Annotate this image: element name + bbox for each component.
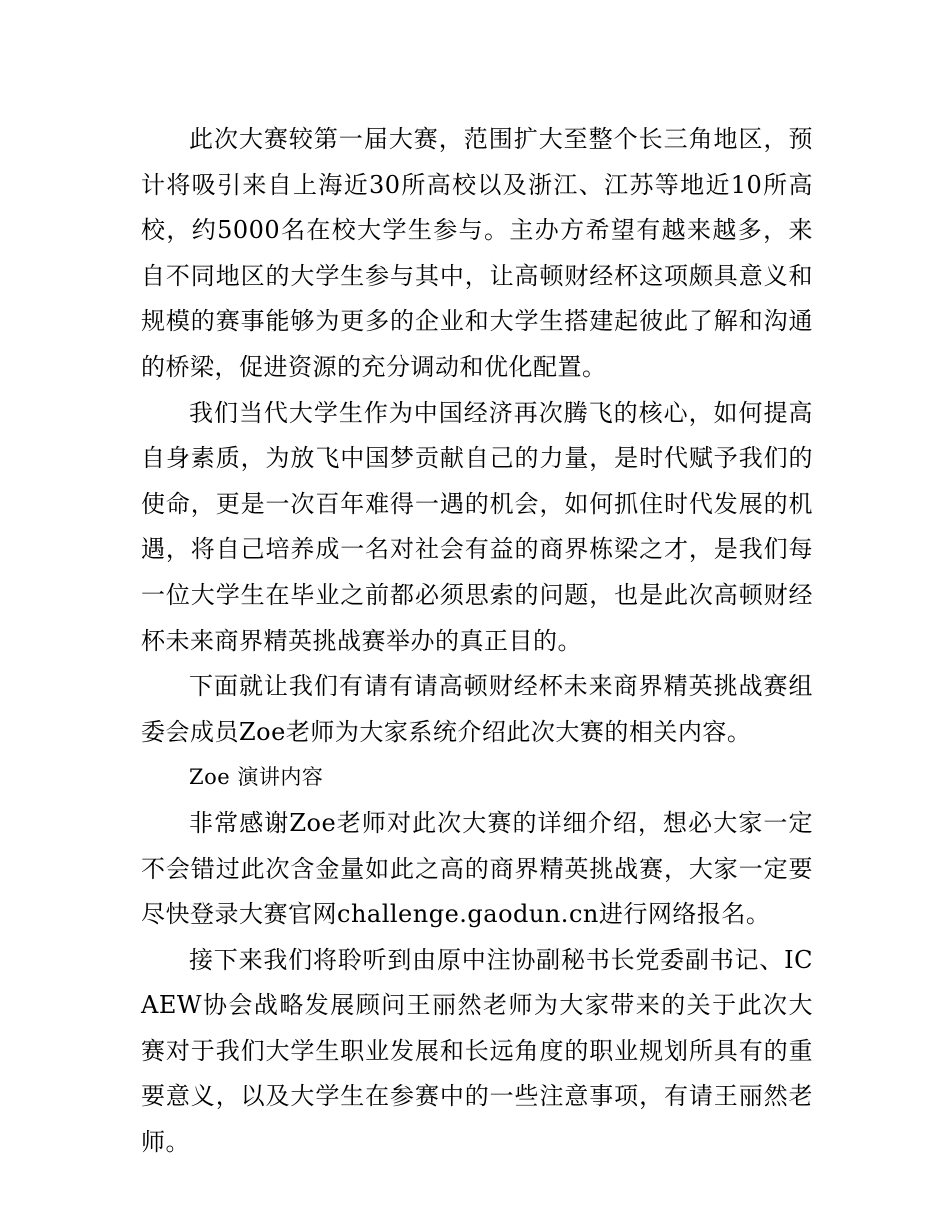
paragraph-introduce-wang: 接下来我们将聆听到由原中注协副秘书长党委副书记、ICAEW协会战略发展顾问王丽然老师为大家带来的关于此次大赛对于我们大学生职业发展和长远角度的职业规划所具有的重要意义，以及大学生在参赛中的一些注意事项，有请王丽然老师。 <box>141 945 813 1157</box>
paragraph-introduce-zoe: 下面就让我们有请有请高顿财经杯未来商界精英挑战赛组委会成员Zoe老师为大家系统介绍此次大赛的相关内容。 <box>141 672 813 746</box>
paragraph-student-mission: 我们当代大学生作为中国经济再次腾飞的核心，如何提高自身素质，为放飞中国梦贡献自己的力量，是时代赋予我们的使命，更是一次百年难得一遇的机会，如何抓住时代发展的机遇，将自己培养成一名对社会有益的商界栋梁之才，是我们每一位大学生在毕业之前都必须思索的问题，也是此次高顿财经杯未来商界精英挑战赛举办的真正目的。 <box>141 398 813 655</box>
paragraph-contest-scope: 此次大赛较第一届大赛，范围扩大至整个长三角地区，预计将吸引来自上海近30所高校以及浙江、江苏等地近10所高校，约5000名在校大学生参与。主办方希望有越来越多，来自不同地区的大学生参与其中，让高顿财经杯这项颇具意义和规模的赛事能够为更多的企业和大学生搭建起彼此了解和沟通的桥梁，促进资源的充分调动和优化配置。 <box>141 125 813 381</box>
document-body <box>141 117 813 1166</box>
paragraph-thanks-registration: 非常感谢Zoe老师对此次大赛的详细介绍，想必大家一定不会错过此次含金量如此之高的商界精英挑战赛，大家一定要尽快登录大赛官网challenge.gaodun.cn进行网络报名。 <box>141 808 813 929</box>
paragraph-zoe-speech: Zoe 演讲内容 <box>189 765 324 790</box>
